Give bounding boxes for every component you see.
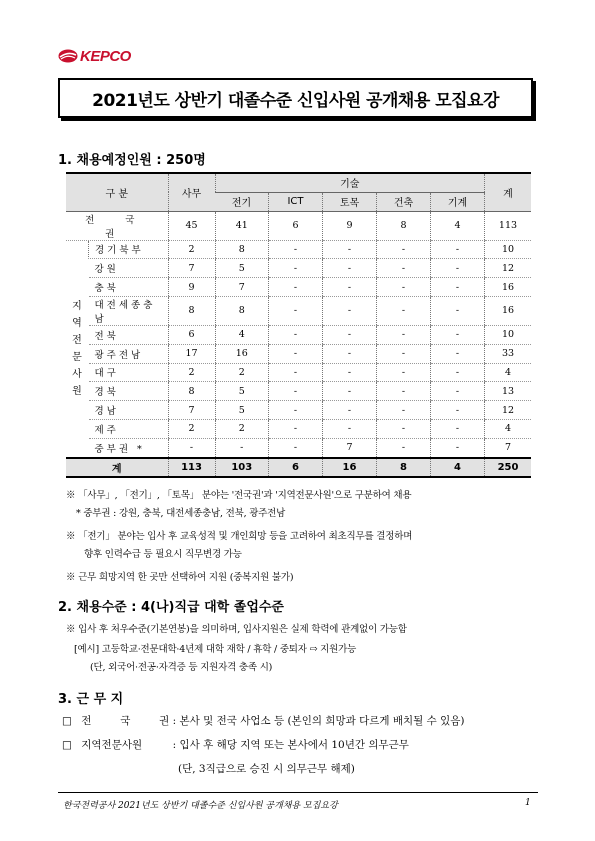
table-cell: 41 (215, 211, 269, 240)
workplace-item-nationwide (62, 713, 465, 728)
table-cell: - (377, 363, 431, 382)
table-cell: 6 (269, 211, 323, 240)
table-row-region (66, 363, 531, 382)
section3-title: 3. 근 무 지 (58, 692, 124, 707)
table-cell: - (377, 438, 431, 457)
table-cell: 33 (485, 344, 532, 363)
document-title-box (58, 78, 533, 118)
row-label: 전 국 권 (66, 211, 168, 240)
header-samu: 사무 (168, 173, 215, 211)
table-row-region (66, 419, 531, 438)
table-cell: - (431, 438, 485, 457)
table-cell: 16 (485, 278, 532, 297)
header-col-ict: ICT (269, 192, 323, 211)
section2-note-1: ※ 입사 후 처우수준(기본연봉)을 의미하며, 입사지원은 실제 학력에 관계없이 가능함 (66, 624, 407, 635)
table-row-nationwide (66, 211, 531, 240)
note-1: ※ 「사무」, 「전기」, 「토목」 분야는 '전국권'과 '지역전문사원'으로 구분하여 채용 (66, 490, 412, 501)
table-cell: - (323, 344, 377, 363)
table-cell: 10 (485, 240, 532, 259)
table-cell: 2 (215, 419, 269, 438)
table-cell: 2 (168, 240, 215, 259)
kepco-emblem-icon (58, 49, 78, 63)
region-name: 중부권 * (89, 438, 169, 457)
header-col-electric: 전기 (215, 192, 269, 211)
table-cell: - (377, 278, 431, 297)
table-cell: - (323, 363, 377, 382)
table-cell: 5 (215, 382, 269, 401)
table-cell: 7 (168, 259, 215, 278)
table-cell: 7 (485, 438, 532, 457)
total-cell: 103 (215, 458, 269, 478)
kepco-logo (58, 48, 131, 64)
header-gisul: 기술 (215, 173, 485, 192)
table-cell: - (269, 419, 323, 438)
table-cell: - (323, 259, 377, 278)
table-cell: 7 (323, 438, 377, 457)
table-cell: 8 (215, 240, 269, 259)
table-cell: 5 (215, 259, 269, 278)
section1-title: 1. 채용예정인원 : 250명 (58, 153, 206, 168)
recruitment-table (66, 172, 531, 478)
region-name: 충북 (89, 278, 169, 297)
table-cell: 4 (215, 325, 269, 344)
table-cell: 6 (168, 325, 215, 344)
footer-text: 한국전력공사 2021년도 상반기 대졸수준 신입사원 공개채용 모집요강 (63, 801, 338, 811)
header-gye: 계 (485, 173, 532, 211)
table-cell: - (431, 363, 485, 382)
table-cell: 9 (323, 211, 377, 240)
table-cell: - (269, 363, 323, 382)
total-label: 계 (66, 458, 168, 478)
table-cell: - (215, 438, 269, 457)
logo-text: KEPCO (80, 47, 131, 65)
note-2: * 중부권 : 강원, 충북, 대전세종충남, 전북, 광주전남 (76, 508, 286, 519)
table-cell: 8 (168, 296, 215, 325)
table-cell: - (431, 240, 485, 259)
total-cell: 6 (269, 458, 323, 478)
table-cell: 4 (431, 211, 485, 240)
table-row-region (66, 296, 531, 325)
workplace-label: 지역전문사원 (81, 739, 143, 751)
footer-divider (58, 792, 538, 793)
table-cell: - (377, 325, 431, 344)
page-number: 1 (525, 798, 531, 808)
table-cell: - (269, 240, 323, 259)
table-cell: 5 (215, 401, 269, 420)
table-cell: - (269, 382, 323, 401)
table-cell: - (168, 438, 215, 457)
table-cell: 2 (168, 363, 215, 382)
workplace-item-regional (62, 737, 409, 752)
table-cell: 12 (485, 401, 532, 420)
table-cell: - (377, 259, 431, 278)
table-cell: - (431, 278, 485, 297)
total-cell: 4 (431, 458, 485, 478)
region-name: 대구 (89, 363, 169, 382)
table-row-region (66, 325, 531, 344)
workplace-text: : 입사 후 해당 지역 또는 본사에서 10년간 의무근무 (172, 739, 409, 751)
table-cell: - (269, 401, 323, 420)
note-5: ※ 근무 희망지역 한 곳만 선택하여 지원 (중복지원 불가) (66, 572, 294, 583)
table-row-region (66, 382, 531, 401)
workplace-label: 전 국 권 (81, 715, 170, 727)
section2-title: 2. 채용수준 : 4(나)직급 대학 졸업수준 (58, 600, 284, 615)
region-name: 강원 (89, 259, 169, 278)
table-cell: - (323, 382, 377, 401)
table-cell: - (431, 401, 485, 420)
table-row-region (66, 259, 531, 278)
table-cell: 17 (168, 344, 215, 363)
section2-example: [예시] 고등학교·전문대학·4년제 대학 재학 / 휴학 / 중퇴자 ⇨ 지원가능 (74, 644, 357, 655)
workplace-sub-note: (단, 3직급으로 승진 시 의무근무 해제) (178, 763, 355, 775)
table-cell: 2 (168, 419, 215, 438)
table-cell: 7 (168, 401, 215, 420)
table-cell: 8 (215, 296, 269, 325)
table-cell: 16 (485, 296, 532, 325)
table-cell: 10 (485, 325, 532, 344)
table-cell: - (323, 401, 377, 420)
table-cell: 9 (168, 278, 215, 297)
table-row-region (66, 401, 531, 420)
table-cell: 4 (485, 419, 532, 438)
table-cell: 8 (168, 382, 215, 401)
total-cell: 250 (485, 458, 532, 478)
table-cell: - (431, 296, 485, 325)
header-col-mechanical: 기계 (431, 192, 485, 211)
table-cell: - (431, 325, 485, 344)
table-cell: - (269, 278, 323, 297)
region-name: 광주전남 (89, 344, 169, 363)
document-title: 2021년도 상반기 대졸수준 신입사원 공개채용 모집요강 (92, 90, 499, 111)
table-cell: 45 (168, 211, 215, 240)
region-group-text: 지역전문사원 (72, 300, 82, 397)
header-gubun: 구 분 (66, 173, 168, 211)
table-row-total (66, 458, 531, 478)
table-cell: - (377, 401, 431, 420)
region-name: 제주 (89, 419, 169, 438)
table-cell: - (377, 240, 431, 259)
table-row-region (66, 240, 531, 259)
table-row-region (66, 438, 531, 457)
table-cell: - (323, 278, 377, 297)
region-name: 경기북부 (89, 240, 169, 259)
table-cell: - (269, 438, 323, 457)
table-cell: - (431, 419, 485, 438)
table-row-region (66, 344, 531, 363)
table-cell: - (323, 296, 377, 325)
region-group-label (66, 240, 89, 457)
checkbox-icon: □ (62, 715, 72, 727)
table-cell: 2 (215, 363, 269, 382)
table-cell: - (269, 325, 323, 344)
table-cell: - (269, 259, 323, 278)
table-cell: 13 (485, 382, 532, 401)
table-cell: 4 (485, 363, 532, 382)
section2-example-condition: (단, 외국어·전공·자격증 등 지원자격 충족 시) (90, 662, 273, 673)
table-cell: 8 (377, 211, 431, 240)
header-col-architecture: 건축 (377, 192, 431, 211)
table-cell: - (431, 344, 485, 363)
table-cell: - (269, 344, 323, 363)
table-cell: 113 (485, 211, 532, 240)
note-3: ※ 「전기」 분야는 입사 후 교육성적 및 개인희망 등을 고려하여 최초직무를 결정하며 (66, 531, 413, 542)
table-cell: - (431, 259, 485, 278)
table-cell: - (377, 419, 431, 438)
table-cell: 16 (215, 344, 269, 363)
table-cell: - (377, 382, 431, 401)
table-cell: - (323, 240, 377, 259)
note-4: 향후 인력수급 등 필요시 직무변경 가능 (84, 549, 242, 560)
region-name: 경남 (89, 401, 169, 420)
region-name: 경북 (89, 382, 169, 401)
table-cell: 12 (485, 259, 532, 278)
table-row-region (66, 278, 531, 297)
total-cell: 113 (168, 458, 215, 478)
checkbox-icon: □ (62, 739, 72, 751)
table-cell: - (377, 344, 431, 363)
table-cell: 7 (215, 278, 269, 297)
table-cell: - (269, 296, 323, 325)
workplace-text: : 본사 및 전국 사업소 등 (본인의 희망과 다르게 배치될 수 있음) (172, 715, 465, 727)
region-name: 대전세종충남 (89, 296, 169, 325)
region-name: 전북 (89, 325, 169, 344)
total-cell: 8 (377, 458, 431, 478)
table-cell: - (323, 325, 377, 344)
table-cell: - (377, 296, 431, 325)
table-cell: - (431, 382, 485, 401)
table-cell: - (323, 419, 377, 438)
header-col-civil: 토목 (323, 192, 377, 211)
total-cell: 16 (323, 458, 377, 478)
